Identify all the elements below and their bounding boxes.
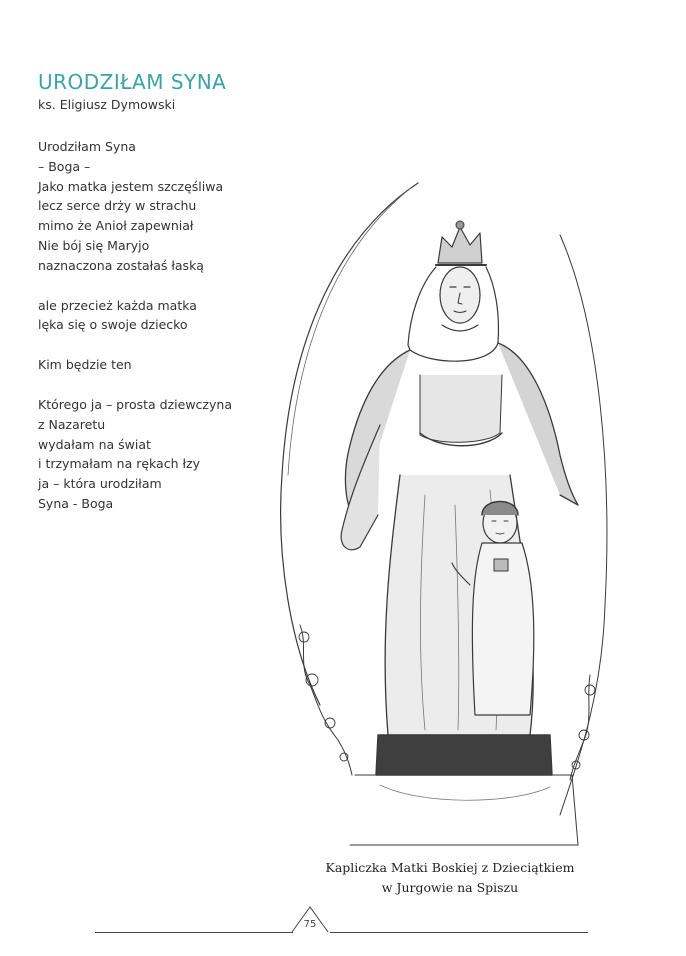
madonna-sketch-illustration xyxy=(260,175,630,855)
poem-line: i trzymałam na rękach łzy xyxy=(38,456,200,472)
caption-line: w Jurgowie na Spiszu xyxy=(381,880,519,895)
footer-rule-right xyxy=(330,932,588,933)
footer-rule-left xyxy=(95,932,293,933)
illustration-caption xyxy=(300,858,600,898)
poem-line: wydałam na świat xyxy=(38,436,151,452)
poem-line: Którego ja – prosta dziewczyna xyxy=(38,396,232,412)
poem-line: Kim będzie ten xyxy=(38,357,132,373)
caption-line: Kapliczka Matki Boskiej z Dzieciątkiem xyxy=(325,860,575,875)
poem-line: mimo że Anioł zapewniał xyxy=(38,218,194,234)
poem-line: lecz serce drży w strachu xyxy=(38,198,197,214)
page-number: 75 xyxy=(303,919,317,930)
poem-line: Urodziłam Syna xyxy=(38,139,136,154)
stanza-4 xyxy=(38,395,278,514)
poem-line: Nie bój się Maryjo xyxy=(38,237,150,253)
poem-author: ks. Eligiusz Dymowski xyxy=(38,97,176,112)
poem-line: naznaczona zostałaś łaską xyxy=(38,257,204,273)
poem-line: ale przecież każda matka xyxy=(38,297,197,313)
poem-title: URODZIŁAM SYNA xyxy=(38,70,227,94)
stanza-2 xyxy=(38,296,278,336)
poem-line: Syna - Boga xyxy=(38,495,114,511)
stanza-1 xyxy=(38,137,278,276)
poem-body xyxy=(38,137,278,534)
poem-line: lęka się o swoje dziecko xyxy=(38,317,188,333)
poem-line: ja – która urodziłam xyxy=(38,476,162,492)
poem-line: Jako matka jestem szczęśliwa xyxy=(38,178,224,194)
poem-line: z Nazaretu xyxy=(38,416,106,432)
poem-line: – Boga – xyxy=(38,158,91,174)
stanza-3 xyxy=(38,355,278,375)
